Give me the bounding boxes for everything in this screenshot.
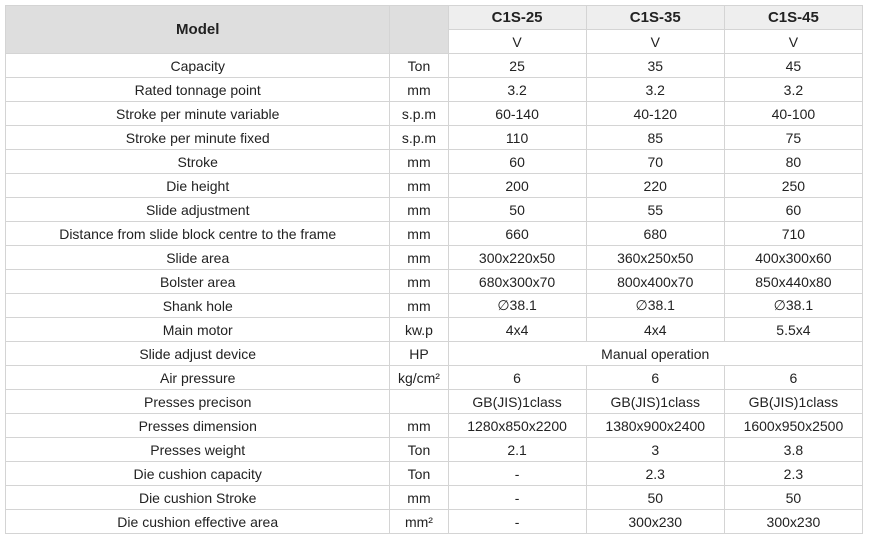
header-row-models: [6, 6, 863, 30]
table-row: [6, 198, 863, 222]
spec-label: Die height: [6, 174, 390, 198]
spec-value: GB(JIS)1class: [586, 390, 724, 414]
spec-value: 220: [586, 174, 724, 198]
spec-value: 1600x950x2500: [724, 414, 862, 438]
spec-value: -: [448, 510, 586, 534]
spec-label: Capacity: [6, 54, 390, 78]
spec-unit: mm: [390, 246, 448, 270]
spec-unit: kg/cm²: [390, 366, 448, 390]
table-row: [6, 102, 863, 126]
table-row: [6, 174, 863, 198]
table-row: [6, 414, 863, 438]
spec-value: GB(JIS)1class: [724, 390, 862, 414]
spec-value: 850x440x80: [724, 270, 862, 294]
spec-value: 60: [448, 150, 586, 174]
model-c1s-45: C1S-45: [724, 6, 862, 30]
spec-value: 45: [724, 54, 862, 78]
spec-label: Presses weight: [6, 438, 390, 462]
spec-value: 2.3: [586, 462, 724, 486]
model-header: Model: [6, 6, 390, 54]
spec-value: 35: [586, 54, 724, 78]
table-row: [6, 294, 863, 318]
spec-value: 800x400x70: [586, 270, 724, 294]
spec-unit: s.p.m: [390, 102, 448, 126]
spec-value: 75: [724, 126, 862, 150]
spec-unit: mm: [390, 294, 448, 318]
spec-value: 5.5x4: [724, 318, 862, 342]
spec-value: 70: [586, 150, 724, 174]
table-row: [6, 54, 863, 78]
spec-label: Slide adjustment: [6, 198, 390, 222]
spec-value: 300x230: [724, 510, 862, 534]
spec-value: 50: [586, 486, 724, 510]
spec-label: Main motor: [6, 318, 390, 342]
spec-value: ∅38.1: [448, 294, 586, 318]
spec-unit: HP: [390, 342, 448, 366]
spec-label: Die cushion Stroke: [6, 486, 390, 510]
spec-value: 55: [586, 198, 724, 222]
spec-value: 3: [586, 438, 724, 462]
spec-value: 110: [448, 126, 586, 150]
model-c1s-35: C1S-35: [586, 6, 724, 30]
spec-value: 40-100: [724, 102, 862, 126]
spec-label: Presses precison: [6, 390, 390, 414]
spec-value: ∅38.1: [586, 294, 724, 318]
spec-unit: Ton: [390, 438, 448, 462]
spec-label: Slide adjust device: [6, 342, 390, 366]
spec-value: 60-140: [448, 102, 586, 126]
spec-table-body: [6, 6, 863, 534]
spec-value: 680x300x70: [448, 270, 586, 294]
spec-value: 660: [448, 222, 586, 246]
spec-value: 300x220x50: [448, 246, 586, 270]
spec-value: 6: [448, 366, 586, 390]
spec-unit: [390, 390, 448, 414]
spec-value: 200: [448, 174, 586, 198]
spec-label: Bolster area: [6, 270, 390, 294]
table-row: [6, 126, 863, 150]
spec-value: 3.8: [724, 438, 862, 462]
spec-unit: mm: [390, 222, 448, 246]
table-row: [6, 342, 863, 366]
table-row: [6, 486, 863, 510]
spec-value: GB(JIS)1class: [448, 390, 586, 414]
spec-unit: mm: [390, 78, 448, 102]
specification-table: [5, 5, 863, 534]
spec-value: 6: [724, 366, 862, 390]
spec-unit: mm: [390, 198, 448, 222]
spec-value: 40-120: [586, 102, 724, 126]
variant-c1s-35: V: [586, 30, 724, 54]
spec-label: Stroke per minute fixed: [6, 126, 390, 150]
spec-value: 3.2: [448, 78, 586, 102]
spec-value: 1380x900x2400: [586, 414, 724, 438]
spec-value: 85: [586, 126, 724, 150]
spec-label: Shank hole: [6, 294, 390, 318]
spec-value: 25: [448, 54, 586, 78]
spec-label: Die cushion capacity: [6, 462, 390, 486]
spec-value: 1280x850x2200: [448, 414, 586, 438]
spec-value: 4x4: [586, 318, 724, 342]
spec-value: 6: [586, 366, 724, 390]
spec-label: Distance from slide block centre to the frame: [6, 222, 390, 246]
spec-value: 400x300x60: [724, 246, 862, 270]
spec-value: 2.3: [724, 462, 862, 486]
table-row: [6, 462, 863, 486]
variant-c1s-45: V: [724, 30, 862, 54]
spec-value-merged: Manual operation: [448, 342, 863, 366]
spec-value: 2.1: [448, 438, 586, 462]
spec-value: 60: [724, 198, 862, 222]
spec-label: Stroke: [6, 150, 390, 174]
table-row: [6, 222, 863, 246]
spec-unit: s.p.m: [390, 126, 448, 150]
table-row: [6, 246, 863, 270]
spec-unit: Ton: [390, 462, 448, 486]
spec-label: Air pressure: [6, 366, 390, 390]
spec-unit: mm: [390, 150, 448, 174]
spec-unit: Ton: [390, 54, 448, 78]
table-row: [6, 390, 863, 414]
spec-unit: mm: [390, 270, 448, 294]
table-row: [6, 510, 863, 534]
spec-value: 300x230: [586, 510, 724, 534]
spec-value: 4x4: [448, 318, 586, 342]
spec-value: 80: [724, 150, 862, 174]
spec-value: 710: [724, 222, 862, 246]
spec-unit: mm: [390, 486, 448, 510]
table-row: [6, 366, 863, 390]
spec-value: 50: [724, 486, 862, 510]
spec-label: Rated tonnage point: [6, 78, 390, 102]
spec-label: Slide area: [6, 246, 390, 270]
table-row: [6, 270, 863, 294]
spec-label: Die cushion effective area: [6, 510, 390, 534]
spec-value: ∅38.1: [724, 294, 862, 318]
spec-unit: mm²: [390, 510, 448, 534]
table-row: [6, 438, 863, 462]
model-c1s-25: C1S-25: [448, 6, 586, 30]
spec-value: 680: [586, 222, 724, 246]
spec-unit: mm: [390, 174, 448, 198]
spec-label: Stroke per minute variable: [6, 102, 390, 126]
spec-value: 360x250x50: [586, 246, 724, 270]
spec-unit: mm: [390, 414, 448, 438]
table-row: [6, 318, 863, 342]
spec-value: -: [448, 486, 586, 510]
spec-unit: kw.p: [390, 318, 448, 342]
spec-value: 3.2: [724, 78, 862, 102]
spec-value: 250: [724, 174, 862, 198]
spec-label: Presses dimension: [6, 414, 390, 438]
table-row: [6, 150, 863, 174]
spec-value: 3.2: [586, 78, 724, 102]
spec-value: 50: [448, 198, 586, 222]
table-row: [6, 78, 863, 102]
unit-header: [390, 6, 448, 54]
spec-value: -: [448, 462, 586, 486]
variant-c1s-25: V: [448, 30, 586, 54]
